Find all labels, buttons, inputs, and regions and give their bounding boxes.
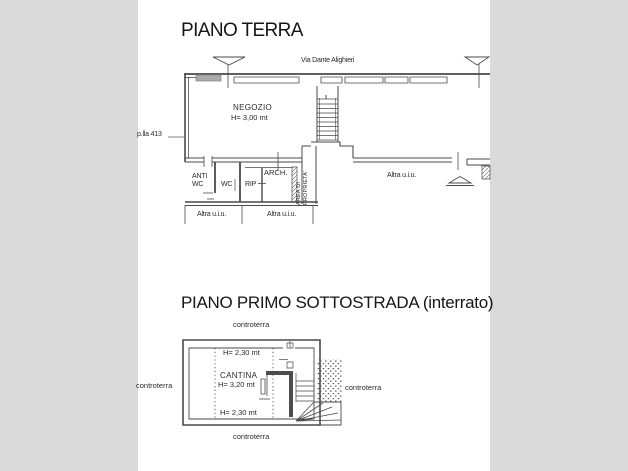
street-wall	[184, 63, 490, 88]
shop-height-label: H= 3,00 mt	[231, 113, 268, 122]
staircase	[317, 86, 338, 142]
basement-drawing	[183, 340, 342, 425]
shop-window	[321, 77, 342, 83]
street-name-label: Via Dante Alighieri	[301, 57, 355, 64]
parcel-number-label: p.lla 413	[137, 131, 162, 138]
wall-pillar-fill	[196, 75, 221, 81]
back-height-label: H= 2,30 mt	[220, 408, 257, 417]
street-access-triangle-icon	[465, 57, 489, 65]
anti-wc-room-label: ANTI WC	[192, 173, 208, 188]
property-area-vertical-label: AREA DI PROPRIETA'	[296, 170, 309, 205]
ground-dot-hatch	[317, 359, 342, 402]
retaining-wall-label-left: controterra	[136, 381, 173, 390]
ground-floor-drawing	[168, 57, 490, 224]
shop-window	[345, 77, 383, 83]
cellar-room-label: CANTINA	[220, 371, 258, 380]
access-triangle-up-icon	[446, 177, 474, 186]
basement-door-marks	[279, 340, 293, 368]
shop-room-label: NEGOZIO	[233, 103, 272, 112]
street-access-triangle-icon	[213, 57, 245, 65]
basement-title: PIANO PRIMO SOTTOSTRADA (interrato)	[181, 293, 494, 312]
shop-window	[385, 77, 408, 83]
basement-stairs-straight	[296, 373, 314, 402]
door-leaf	[261, 379, 265, 394]
archive-room-label: ARCH.	[264, 168, 288, 177]
ground-floor-title: PIANO TERRA	[181, 20, 303, 41]
shop-window	[234, 77, 299, 83]
retaining-wall-label-bottom: controterra	[233, 432, 270, 441]
retaining-wall-label-top: controterra	[233, 320, 270, 329]
basement-stairs-winder	[296, 402, 341, 425]
cellar-partition	[259, 371, 293, 417]
cellar-height-label: H= 3,20 mt	[218, 380, 255, 389]
shop-window	[410, 77, 447, 83]
other-unit-label: Altra u.i.u.	[197, 211, 227, 218]
storage-room-label: RIP	[245, 181, 257, 188]
other-unit-label: Altra u.i.u.	[387, 172, 417, 179]
retaining-wall-label-right: controterra	[345, 383, 382, 392]
wc-room-label: WC	[221, 181, 233, 188]
front-height-label: H= 2,30 mt	[223, 348, 260, 357]
other-unit-label: Altra u.i.u.	[267, 211, 297, 218]
hatched-wall	[482, 166, 490, 179]
